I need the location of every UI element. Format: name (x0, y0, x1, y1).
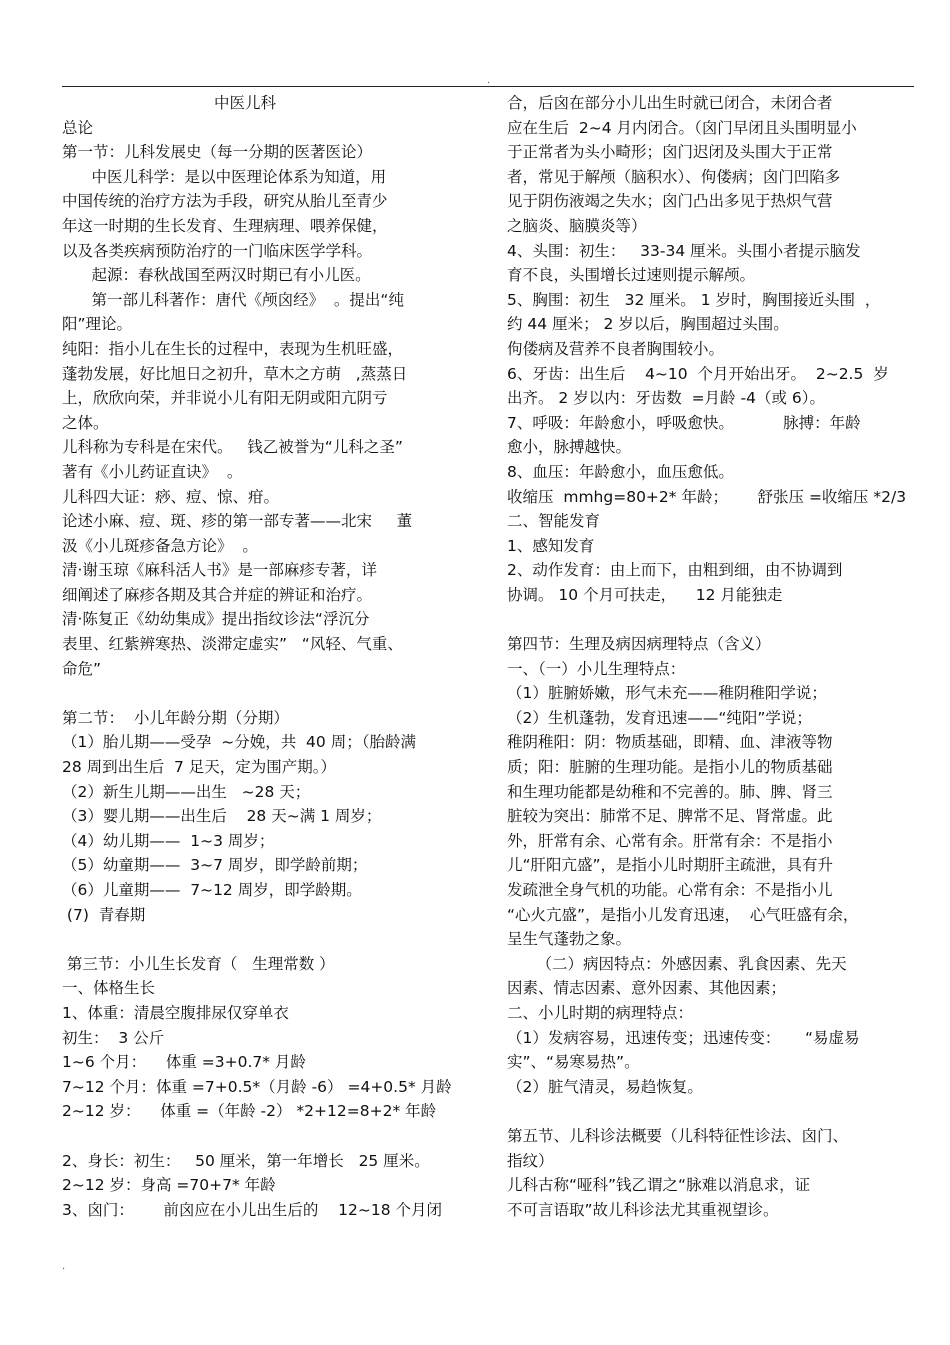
left-column-line: 阳”理论。 (62, 315, 133, 334)
left-column-line (62, 1124, 482, 1149)
right-column-line: 质；阳：脏腑的生理功能。是指小儿的物质基础 (507, 758, 833, 777)
left-column-line: 命危” (62, 659, 102, 678)
left-column-line: 上，欣欣向荣，并非说小儿有阳无阴或阳亢阴亏 (62, 389, 388, 408)
left-column-line: （4）幼儿期—— 1~3 周岁； (62, 831, 275, 850)
right-column-line: 第五节、儿科诊法概要（儿科特征性诊法、囟门、 (507, 1126, 849, 1145)
left-column-line: 蓬勃发展，好比旭日之初升，草木之方萌 ,蒸蒸日 (62, 364, 408, 383)
right-column-line: 儿科古称“哑科”钱乙谓之“脉难以消息求，证 (507, 1176, 811, 1195)
left-column-line: 第一节：儿科发展史（每一分期的医著医论） (62, 143, 373, 162)
right-column-line: 发疏泄全身气机的功能。心常有余：不是指小儿 (507, 881, 833, 899)
left-column-line: （2）新生儿期——出生 ~28 天； (62, 782, 311, 801)
right-column-line: 应在生后 2~4 月内闭合。（囟门早闭且头围明显小 (507, 118, 857, 137)
right-column-line: 出齐。 2 岁以内：牙齿数 =月龄 -4（或 6）。 (507, 389, 825, 408)
left-column-line: 以及各类疾病预防治疗的一门临床医学学科。 (62, 241, 373, 260)
left-column-line: 细阐述了麻疹各期及其合并症的辨证和治疗。 (62, 585, 373, 604)
right-column-line: 于正常者为头小畸形；囟门迟闭及头围大于正常 (507, 143, 833, 162)
left-column-line (62, 927, 482, 952)
page-title: 中医儿科 (214, 94, 277, 112)
right-column-line: 2、动作发育：由上而下，由粗到细，由不协调到 (507, 561, 843, 580)
left-column-line: (7) 青春期 (62, 905, 146, 924)
left-column-line: 28 周到出生后 7 足天，定为围产期。） (62, 758, 337, 777)
right-column-line: （二）病因特点：外感因素、乳食因素、先天 (507, 954, 847, 973)
left-column-line: 中国传统的治疗方法为手段，研究从胎儿至青少 (62, 192, 388, 211)
right-column-line: 实”、“易寒易热”。 (507, 1053, 640, 1072)
left-column-line: （5）幼童期—— 3~7 周岁，即学龄前期； (62, 856, 368, 875)
left-column-line: 2~12 岁：身高 =70+7* 年龄 (62, 1176, 276, 1195)
left-column-line: 表里、红紫辨寒热、淡滞定虚实” “风轻、气重、 (62, 635, 403, 654)
right-column-line (507, 1099, 917, 1124)
right-column-line: 儿“肝阳亢盛”，是指小儿时期肝主疏泄，具有升 (507, 856, 834, 875)
right-column-line: 约 44 厘米； 2 岁以后，胸围超过头围。 (507, 315, 789, 334)
left-column-line: 清·谢玉琼《麻科活人书》是一部麻疹专著，详 (62, 561, 377, 580)
left-column-line: 清·陈复正《幼幼集成》提出指纹诊法“浮沉分 (62, 610, 370, 629)
right-column-line: 一、（一）小儿生理特点： (507, 659, 686, 678)
left-column-line: 儿科四大证：痧、痘、惊、疳。 (62, 487, 280, 506)
right-column-line: 脏较为突出：肺常不足、脾常不足、肾常虚。此 (507, 807, 833, 826)
left-column-line: （3）婴儿期——出生后 28 天~满 1 周岁； (62, 807, 382, 826)
left-column-line: 7~12 个月：体重 =7+0.5*（月龄 -6） =4+0.5* 月龄 (62, 1077, 452, 1096)
right-column-line (507, 607, 917, 632)
right-column-line: 之脑炎、脑膜炎等） (507, 216, 647, 235)
right-column-line: （2）生机蓬勃，发育迅速——“纯阳”学说； (507, 708, 812, 727)
left-column-line: 汲《小儿斑疹备急方论》 。 (62, 536, 258, 555)
left-column-line: （1）胎儿期——受孕 ~分娩，共 40 周；（胎龄满 (62, 733, 416, 752)
right-column-line: 见于阴伤液竭之失水；囟门凸出多见于热炽气营 (507, 192, 833, 211)
right-column-line: 7、呼吸：年龄愈小，呼吸愈快。 脉搏：年龄 (507, 413, 861, 432)
right-column-line: 二、智能发育 (507, 512, 601, 531)
left-column-line: 中医儿科学：是以中医理论体系为知道，用 (62, 167, 387, 186)
right-column-line: 外，肝常有余、心常有余。肝常有余：不是指小 (507, 831, 833, 850)
left-column-line: 1、体重：清晨空腹排尿仅穿单衣 (62, 1003, 289, 1022)
footer-mark: . (62, 1261, 66, 1272)
right-column-line: 5、胸围：初生 32 厘米。 1 岁时，胸围接近头围 ， (507, 290, 881, 309)
left-column-line: 总论 (62, 118, 94, 137)
left-column-line: 起源：春秋战国至两汉时期已有小儿医。 (62, 266, 371, 285)
right-column-line: 不可言语取”故儿科诊法尤其重视望诊。 (507, 1200, 779, 1219)
left-column-line: 2~12 岁： 体重 =（年龄 -2） *2+12=8+2* 年龄 (62, 1102, 437, 1121)
right-column-line: 合，后囟在部分小儿出生时就已闭合，未闭合者 (507, 94, 833, 112)
left-column-line: 论述小麻、痘、斑、疹的第一部专著——北宋 董 (62, 512, 413, 531)
right-column-line: 育不良，头围增长过速则提示解颅。 (507, 266, 756, 285)
right-column-line: 指纹） (507, 1151, 554, 1170)
right-column-line: 第四节：生理及病因病理特点（含义） (507, 635, 771, 654)
left-column-line: 第三节：小儿生长发育（ 生理常数 ） (62, 954, 335, 973)
right-column-line: “心火亢盛”，是指小儿发育迅速， 心气旺盛有余， (507, 905, 859, 924)
right-column-line: 协调。 10 个月可扶走， 12 月能独走 (507, 585, 783, 604)
right-column-line: 呈生气蓬勃之象。 (507, 930, 632, 949)
left-column-line: 1~6 个月： 体重 =3+0.7* 月龄 (62, 1053, 306, 1072)
right-column-line: 6、牙齿：出生后 4~10 个月开始出牙。 2~2.5 岁 (507, 364, 889, 383)
right-column-line: 佝偻病及营养不良者胸围较小。 (507, 339, 725, 358)
left-column-line: 之体。 (62, 413, 109, 432)
left-column-line: 第一部儿科著作：唐代《颅囟经》 。提出“纯 (62, 290, 404, 309)
right-column-line: （2）脏气清灵，易趋恢复。 (507, 1077, 703, 1096)
right-column-line: 8、血压：年龄愈小，血压愈低。 (507, 462, 734, 481)
right-column-line: （1）脏腑娇嫩，形气未充——稚阴稚阳学说； (507, 684, 827, 703)
right-column-line: 1、感知发育 (507, 536, 595, 555)
header-mark: . (487, 75, 491, 86)
left-column-line: （6）儿童期—— 7~12 周岁，即学龄期。 (62, 881, 362, 899)
right-column-line: 和生理功能都是幼稚和不完善的。肺、脾、肾三 (507, 782, 833, 801)
header-rule (62, 86, 914, 87)
right-column-line: 者，常见于解颅（脑积水）、佝偻病；囟门凹陷多 (507, 167, 841, 186)
left-column-line: 纯阳：指小儿在生长的过程中，表现为生机旺盛， (62, 339, 404, 358)
right-column-line: 二、小儿时期的病理特点： (507, 1003, 694, 1022)
right-column (507, 91, 917, 1222)
left-column-line: 一、体格生长 (62, 979, 156, 998)
left-column-line (62, 681, 482, 706)
right-column-line: （1）发病容易，迅速传变；迅速传变： “易虚易 (507, 1028, 860, 1047)
left-column-line: 著有《小儿药证直诀》 。 (62, 462, 243, 481)
right-column-line: 收缩压 mmhg=80+2* 年龄； 舒张压 =收缩压 *2/3 (507, 487, 907, 506)
left-column (62, 91, 482, 1222)
left-column-line: 初生： 3 公斤 (62, 1028, 165, 1047)
right-column-line: 愈小，脉搏越快。 (507, 438, 632, 457)
left-column-line: 2、身长：初生： 50 厘米，第一年增长 25 厘米。 (62, 1151, 430, 1170)
right-column-line: 4、头围：初生： 33-34 厘米。头围小者提示脑发 (507, 241, 861, 260)
left-column-line: 第二节： 小儿年龄分期（分期） (62, 708, 289, 727)
left-column-line: 3、囟门： 前囟应在小儿出生后的 12~18 个月闭 (62, 1200, 442, 1219)
right-column-line: 稚阴稚阳：阴：物质基础，即精、血、津液等物 (507, 733, 833, 752)
left-column-line: 年这一时期的生长发育、生理病理、喂养保健， (62, 216, 388, 235)
left-column-line: 儿科称为专科是在宋代。 钱乙被誉为“儿科之圣” (62, 438, 403, 457)
right-column-line: 因素、情志因素、意外因素、其他因素； (507, 979, 787, 998)
